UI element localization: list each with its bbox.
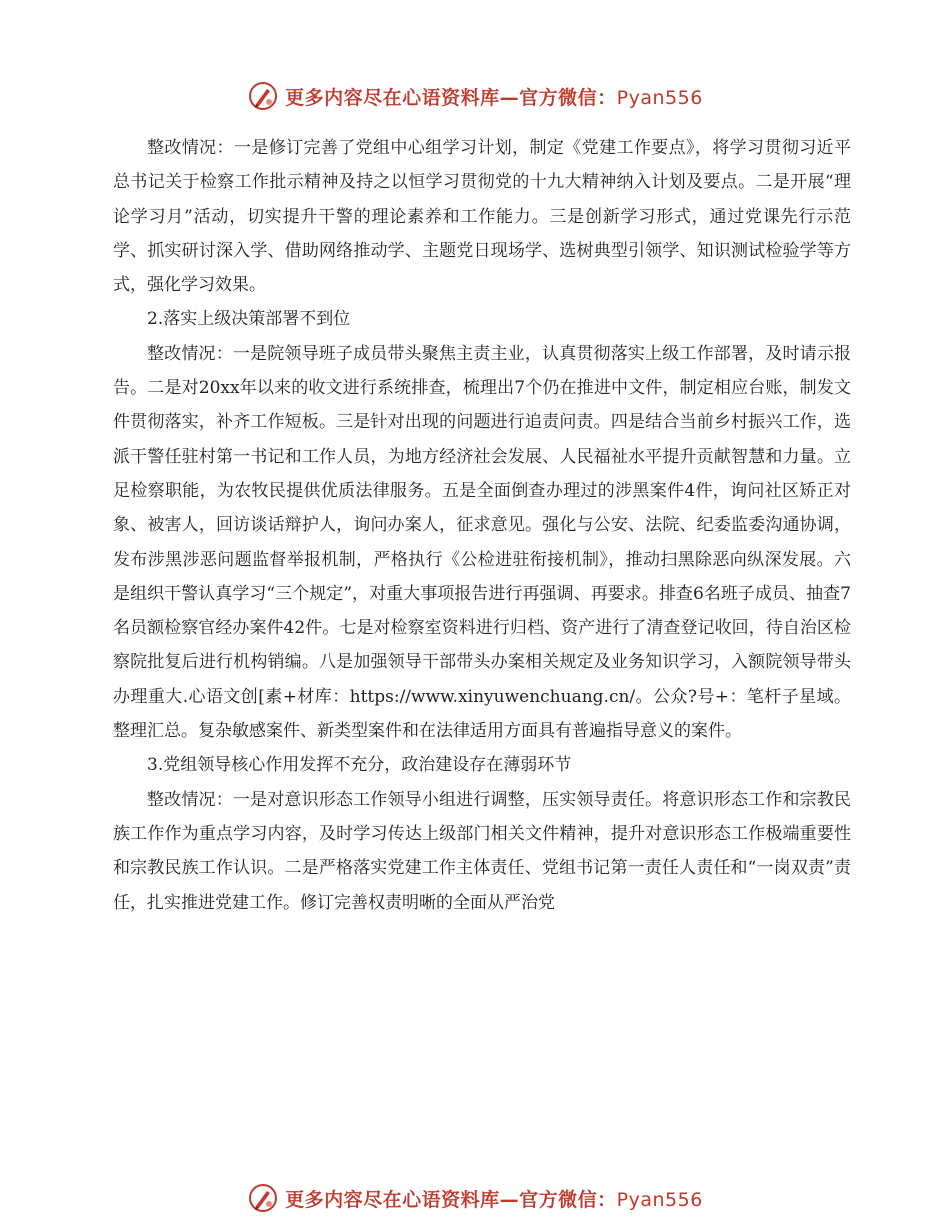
banner-text	[285, 83, 703, 110]
section-heading-3: 3.党组领导核心作用发挥不充分，政治建设存在薄弱环节	[147, 755, 572, 776]
banner-text	[285, 1185, 703, 1212]
footer-banner	[0, 1178, 950, 1218]
paragraph-3: 整改情况：一是对意识形态工作领导小组进行调整，压实领导责任。将意识形态工作和宗教民族工作作为重点学习内容，及时学习传达上级部门相关文件精神，提升对意识形态工作极端重要性和宗教民族工作认识。二是严格落实党建工作主体责任、党组书记第一责任人责任和“一岗双责”责任，扎实推进党建工作。修订完善权责明晰的全面从严治党	[113, 789, 851, 913]
document-body	[113, 131, 851, 920]
header-banner	[0, 76, 950, 116]
section-heading-2: 2.落实上级决策部署不到位	[147, 309, 351, 330]
paragraph-1: 整改情况：一是修订完善了党组中心组学习计划，制定《党建工作要点》，将学习贯彻习近平总书记关于检察工作批示精神及持之以恒学习贯彻党的十九大精神纳入计划及要点。二是开展“理论学习月”活动，切实提升干警的理论素养和工作能力。三是创新学习形式，通过党课先行示范学、抓实研讨深入学、借助网络推动学、主题党日现场学、选树典型引领学、知识测试检验学等方式，强化学习效果。	[113, 138, 851, 296]
brush-pen-logo-icon	[247, 80, 279, 112]
banner-handle: Pyan556	[616, 86, 703, 109]
banner-title: 更多内容尽在心语资料库—官方微信：	[285, 1188, 617, 1211]
banner-title: 更多内容尽在心语资料库—官方微信：	[285, 86, 617, 109]
brush-pen-logo-icon	[247, 1182, 279, 1214]
paragraph-2: 整改情况：一是院领导班子成员带头聚焦主责主业，认真贯彻落实上级工作部署，及时请示报告。二是对20xx年以来的收文进行系统排查，梳理出7个仍在推进中文件，制定相应台账，制发文件贯彻落实，补齐工作短板。三是针对出现的问题进行追责问责。四是结合当前乡村振兴工作，选派干警任驻村第一书记和工作人员，为地方经济社会发展、人民福祉水平提升贡献智慧和力量。立足检察职能，为农牧民提供优质法律服务。五是全面倒查办理过的涉黑案件4件，询问社区矫正对象、被害人，回访谈话辩护人，询问办案人，征求意见。强化与公安、法院、纪委监委沟通协调，发布涉黑涉恶问题监督举报机制，严格执行《公检进驻衔接机制》，推动扫黑除恶向纵深发展。六是组织干警认真学习“三个规定”，对重大事项报告进行再强调、再要求。排查6名班子成员、抽查7名员额检察官经办案件42件。七是对检察室资料进行归档、资产进行了清查登记收回，待自治区检察院批复后进行机构销编。八是加强领导干部带头办案相关规定及业务知识学习，入额院领导带头办理重大.心语文创[素+材库：https://www.xinyuwenchuang.cn/。公众?号+：笔杆子星域。整理汇总。复杂敏感案件、新类型案件和在法律适用方面具有普遍指导意义的案件。	[113, 343, 851, 742]
banner-handle: Pyan556	[616, 1188, 703, 1211]
